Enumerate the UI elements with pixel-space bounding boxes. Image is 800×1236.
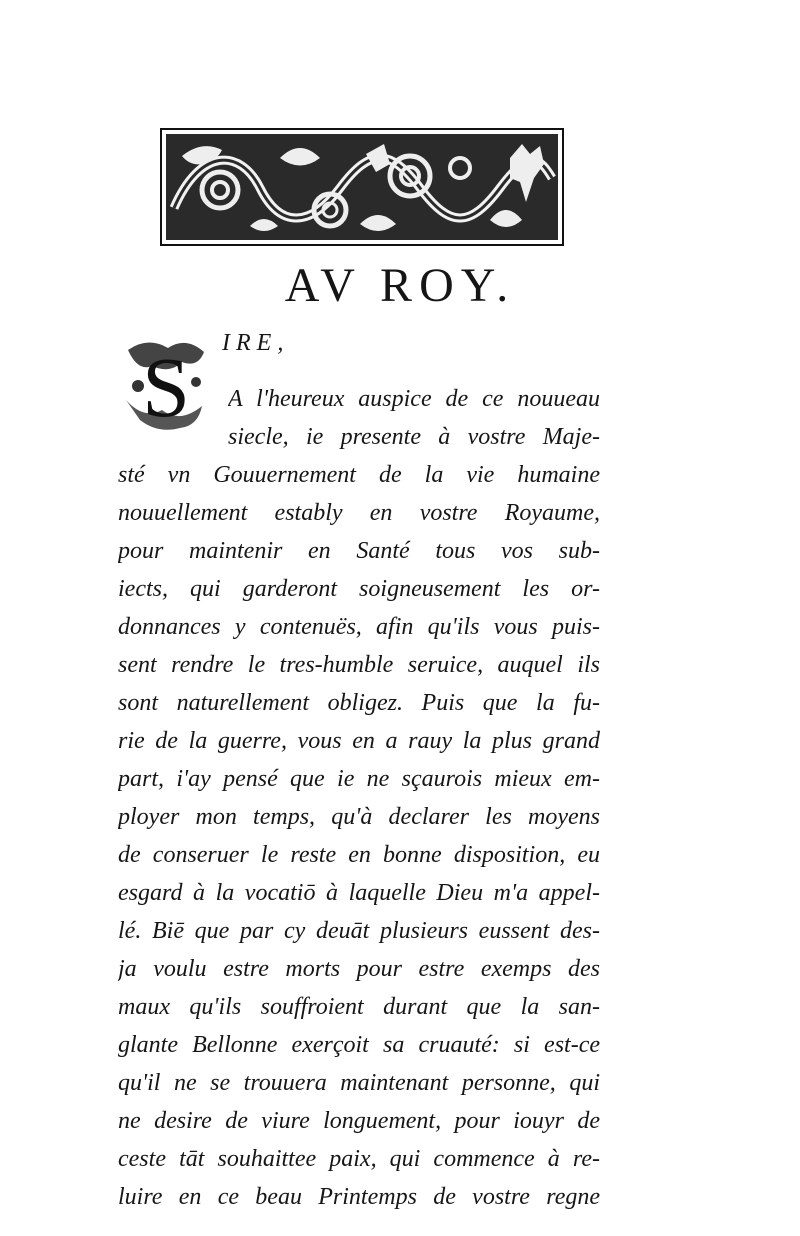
text-line: ployer mon temps, qu'à declarer les moyens [118, 804, 600, 830]
text-line: ne desire de viure longuement, pour iouyr de [118, 1108, 600, 1134]
text-line: de conseruer le reste en bonne disposition, eu [118, 842, 600, 868]
text-line: A l'heureux auspice de ce nouueau [228, 386, 600, 412]
text-line: pour maintenir en Santé tous vos sub- [118, 538, 600, 564]
text-line: sont naturellement obligez. Puis que la fu- [118, 690, 600, 716]
text-line: donnances y contenuës, afin qu'ils vous puis- [118, 614, 600, 640]
text-line: nouuellement estably en vostre Royaume, [118, 500, 600, 526]
dropcap-letter: S [142, 339, 190, 435]
text-line: siecle, ie presente à vostre Maje- [228, 424, 600, 450]
salutation: IRE, [222, 330, 290, 356]
decorated-initial-icon [118, 330, 214, 440]
text-line: sent rendre le tres-humble seruice, auquel ils [118, 652, 600, 678]
text-line: maux qu'ils souffroient durant que la san- [118, 994, 600, 1020]
text-line: iects, qui garderont soigneusement les or- [118, 576, 600, 602]
text-line: qu'il ne se trouuera maintenant personne, qui [118, 1070, 600, 1096]
text-line: part, i'ay pensé que ie ne sçaurois mieux em- [118, 766, 600, 792]
text-line: ceste tāt souhaittee paix, qui commence à re- [118, 1146, 600, 1172]
headpiece-ornament-icon [160, 128, 564, 246]
text-line: ja voulu estre morts pour estre exemps des [118, 956, 600, 982]
text-line: rie de la guerre, vous en a rauy la plus grand [118, 728, 600, 754]
text-line: sté vn Gouuernement de la vie humaine [118, 462, 600, 488]
page-title: AV ROY. [284, 259, 516, 312]
text-line: luire en ce beau Printemps de vostre regne [118, 1184, 600, 1210]
text-line: lé. Biē que par cy deuāt plusieurs eussent des- [118, 918, 600, 944]
text-line: esgard à la vocatiō à laquelle Dieu m'a appel- [118, 880, 600, 906]
text-line: glante Bellonne exerçoit sa cruauté: si est-ce [118, 1032, 600, 1058]
